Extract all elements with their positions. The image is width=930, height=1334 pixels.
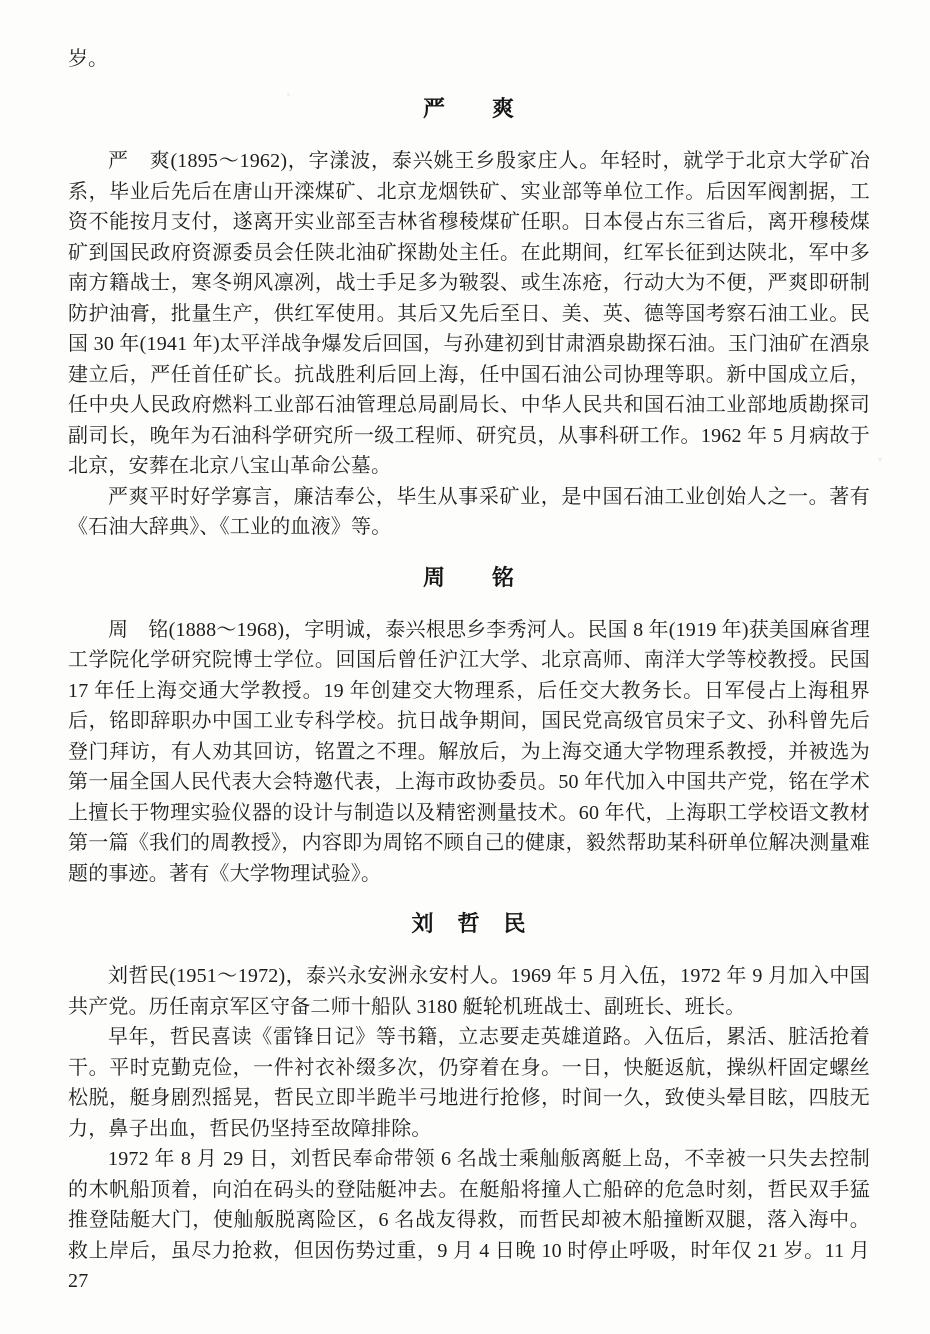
- bio-paragraph: 1972 年 8 月 29 日，刘哲民奉命带领 6 名战士乘舢舨离艇上岛，不幸被一只失去控制的木帆船顶着，向泊在码头的登陆艇冲去。在艇船将撞人亡船碎的危急时刻，哲民双手猛推登陆艇大门，使舢舨脱离险区，6 名战友得救，而哲民却被木船撞断双腿，落入海中。救上岸后，虽尽力抢救，但因伤势过重，9 月 4 日晚 10 时停止呼吸，时年仅 21 岁。11 月 27: [68, 1148, 870, 1292]
- page-text-block: [68, 44, 870, 1297]
- bio-paragraph: 严爽平时好学寡言，廉洁奉公，毕生从事采矿业，是中国石油工业创始人之一。著有《石油大辞典》、《工业的血液》等。: [68, 485, 870, 538]
- section-liu-zhemin: [68, 909, 870, 1297]
- section-zhou-ming: [68, 563, 870, 890]
- scan-speck: [878, 458, 882, 461]
- bio-paragraph: 早年，哲民喜读《雷锋日记》等书籍，立志要走英雄道路。入伍后，累活、脏活抢着干。平时克勤克俭，一件衬衣补缀多次，仍穿着在身。一日，快艇返航，操纵杆固定螺丝松脱，艇身剧烈摇晃，哲民立即半跪半弓地进行抢修，时间一久，致使头晕目眩，四肢无力，鼻子出血，哲民仍坚持至故障排除。: [68, 1026, 870, 1140]
- scan-speck: [716, 180, 719, 182]
- scan-speck: [287, 93, 290, 96]
- carryover-line: 岁。: [68, 48, 108, 70]
- bio-paragraph: 严 爽(1895～1962)，字漾波，泰兴姚王乡殷家庄人。年轻时，就学于北京大学矿冶系，毕业后先后在唐山开滦煤矿、北京龙烟铁矿、实业部等单位工作。后因军阀割据，工资不能按月支付，遂离开实业部至吉林省穆稜煤矿任职。日本侵占东三省后，离开穆稜煤矿到国民政府资源委员会任陕北油矿探勘处主任。在此期间，红军长征到达陕北，军中多南方籍战士，寒冬朔风凛冽，战士手足多为皲裂、或生冻疮，行动大为不便，严爽即研制防护油膏，批量生产，供红军使用。其后又先后至日、美、英、德等国考察石油工业。民国 30 年(1941 年)太平洋战争爆发后回国，与孙建初到甘肃酒泉勘探石油。玉门油矿在酒泉建立后，严任首任矿长。抗战胜利后回上海，任中国石油公司协理等职。新中国成立后，任中央人民政府燃料工业部石油管理总局副局长、中华人民共和国石油工业部地质勘探司副司长，晚年为石油科学研究所一级工程师、研究员，从事科研工作。1962 年 5 月病故于北京，安葬在北京八宝山革命公墓。: [68, 150, 870, 477]
- section-heading-yan-shuang: 严 爽: [422, 96, 515, 121]
- section-heading-liu-zhemin: 刘 哲 民: [411, 911, 527, 936]
- bio-paragraph: 周 铭(1888～1968)，字明诚，泰兴根思乡李秀河人。民国 8 年(1919 年)获美国麻省理工学院化学研究院博士学位。回国后曾任沪江大学、北京高师、南洋大学等校教授。民国 17 年任上海交通大学教授。19 年创建交大物理系，后任交大教务长。日军侵占上海租界后，铭即辞职办中国工业专科学校。抗日战争期间，国民党高级官员宋子文、孙科曾先后登门拜访，有人劝其回访，铭置之不理。解放后，为上海交通大学物理系教授，并被选为第一届全国人民代表大会特邀代表，上海市政协委员。50 年代加入中国共产党，铭在学术上擅长于物理实验仪器的设计与制造以及精密测量技术。60 年代，上海职工学校语文教材第一篇《我们的周教授》，内容即为周铭不顾自己的健康，毅然帮助某科研单位解决测量难题的事迹。著有《大学物理试验》。: [68, 618, 870, 885]
- section-heading-zhou-ming: 周 铭: [422, 564, 515, 590]
- section-yan-shuang: [68, 94, 870, 543]
- bio-paragraph: 刘哲民(1951～1972)，泰兴永安洲永安村人。1969 年 5 月入伍，1972 年 9 月加入中国共产党。历任南京军区守备二师十船队 3180 艇轮机班战士、副班长、班长。: [68, 965, 870, 1018]
